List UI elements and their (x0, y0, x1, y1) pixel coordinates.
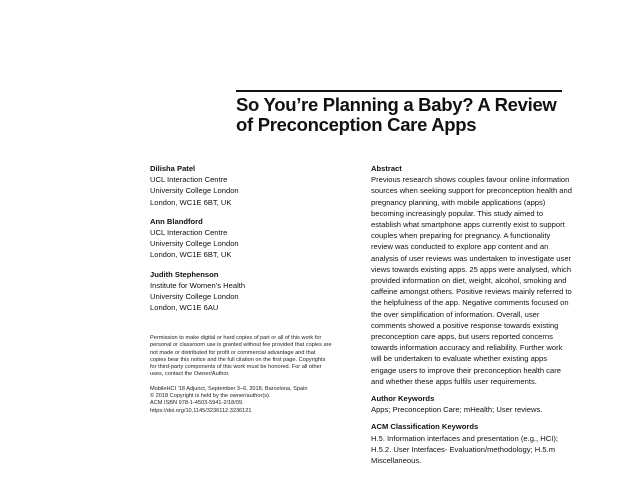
author-block (150, 216, 350, 261)
keywords-heading: Author Keywords (371, 394, 435, 404)
author-list (150, 163, 350, 321)
author-affiliation: UCL Interaction Centre (150, 175, 228, 185)
keywords-text: Apps; Preconception Care; mHealth; User reviews. (371, 405, 543, 415)
copyright-notice (150, 335, 362, 422)
author-affiliation: London, WC1E 6BT, UK (150, 197, 232, 207)
author-affiliation: London, WC1E 6BT, UK (150, 250, 232, 260)
abstract-text: Previous research shows couples favour online information sources when seeking support for preconception health and pregnancy planning, with mobile applications (apps) becoming increasingly popular. This study aimed to establish what smartphone apps currently exist to support couples when preparing for pregnancy. A functionality review was conducted to explore app content and an analysis of user reviews was undertaken to investigate user views towards existing apps. 25 apps were analysed, which provided information on diet, weight, alcohol, smoking and caffeine amongst others. Positive reviews mainly referred to the helpfulness of the app. Negative comments focused on the over simplification of information. Overall, user comments showed a positive response towards existing preconception care apps, but users reported concerns towards information accuracy and reliability. Further work will be undertaken to evaluate whether existing apps engage users to improve their preconception health care and whether these apps fulfils user requirements. (371, 175, 572, 386)
author-block (150, 269, 350, 314)
permission-statement: Permission to make digital or hard copies of part or all of this work for personal or classroom use is granted without fee provided that copies are not made or distributed for profit or commercial advantage and that copies bear this notice and the full citation on the first page. Copyrights for third-party components of this work must be honored. For all other uses, contact the Owner/Author. (150, 335, 332, 378)
right-column (371, 163, 576, 472)
citation-info: MobileHCI '18 Adjunct, September 3–6, 2018, Barcelona, Spain © 2018 Copyright is held by the owner/author(s). ACM ISBN 978-1-4503-5941-2/18/09. https://doi.org/10.1145/3236112.3236121 (150, 385, 308, 414)
acm-heading: ACM Classification Keywords (371, 422, 479, 432)
abstract-heading: Abstract (371, 164, 402, 173)
author-affiliation: UCL Interaction Centre (150, 228, 228, 238)
title-line-1: So You’re Planning a Baby? A Review (236, 94, 557, 115)
author-name: Ann Blandford (150, 216, 203, 226)
acm-text: H.5. Information interfaces and presentation (e.g., HCI); H.5.2. User Interfaces- Evaluation/methodology; H.5.m Miscellaneous. (371, 433, 558, 466)
author-affiliation: Institute for Women’s Health (150, 280, 246, 290)
paper-title (236, 95, 576, 135)
title-rule (236, 90, 562, 92)
author-affiliation: University College London (150, 239, 239, 249)
author-block (150, 163, 350, 208)
author-name: Judith Stephenson (150, 269, 219, 279)
author-affiliation: University College London (150, 186, 239, 196)
author-affiliation: London, WC1E 6AU (150, 303, 219, 313)
author-name: Dilisha Patel (150, 164, 196, 173)
title-line-2: of Preconception Care Apps (236, 114, 477, 135)
author-affiliation: University College London (150, 292, 239, 302)
